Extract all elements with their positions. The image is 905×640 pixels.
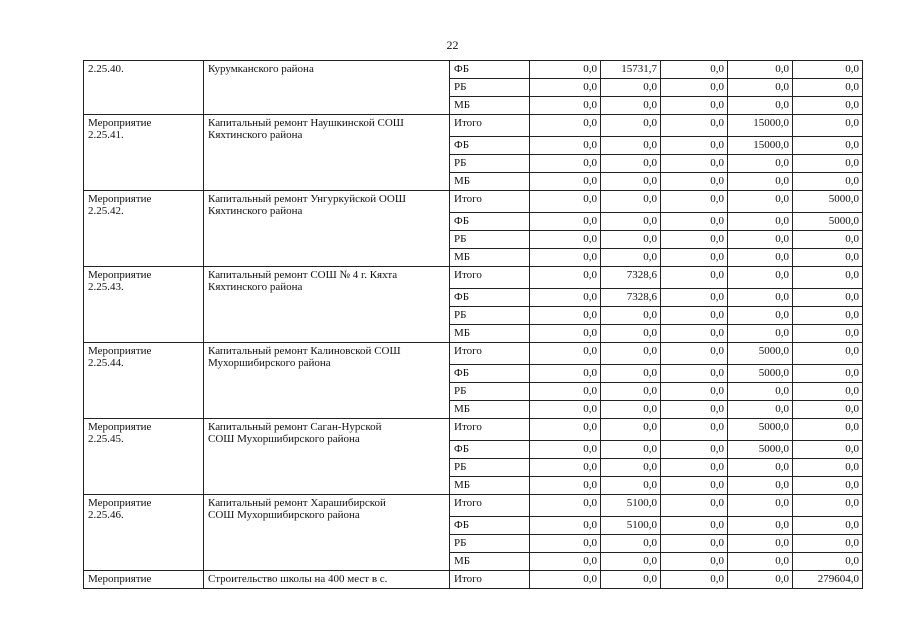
value-cell: 0,0 <box>601 307 661 325</box>
value-cell: 0,0 <box>661 325 728 343</box>
funding-source-cell: МБ <box>450 249 530 267</box>
description-line: Капитальный ремонт Калиновской СОШ <box>208 345 401 357</box>
value-cell: 0,0 <box>601 191 661 213</box>
value-cell: 0,0 <box>793 495 863 517</box>
value-cell: 0,0 <box>530 289 601 307</box>
value-cell: 0,0 <box>601 441 661 459</box>
funding-source-cell: МБ <box>450 553 530 571</box>
value-cell: 0,0 <box>661 61 728 79</box>
value-cell: 0,0 <box>728 61 793 79</box>
description-line: Капитальный ремонт СОШ № 4 г. Кяхта <box>208 269 398 281</box>
funding-source-cell: Итого <box>450 343 530 365</box>
event-cell <box>84 495 204 571</box>
value-cell: 0,0 <box>728 535 793 553</box>
funding-source-cell: МБ <box>450 401 530 419</box>
event-label: 2.25.43. <box>88 281 124 293</box>
value-cell: 0,0 <box>728 325 793 343</box>
description-cell <box>204 267 450 343</box>
value-cell: 0,0 <box>728 571 793 589</box>
value-cell: 0,0 <box>661 365 728 383</box>
event-label: Мероприятие <box>88 345 152 357</box>
description-line: Кяхтинского района <box>208 281 303 293</box>
value-cell: 5000,0 <box>728 441 793 459</box>
value-cell: 0,0 <box>793 553 863 571</box>
value-cell: 0,0 <box>793 343 863 365</box>
table-row <box>84 115 863 137</box>
value-cell: 0,0 <box>661 401 728 419</box>
event-cell <box>84 571 204 589</box>
funding-source-cell: РБ <box>450 79 530 97</box>
description-line: СОШ Мухоршибирского района <box>208 433 360 445</box>
event-label: 2.25.45. <box>88 433 124 445</box>
table-row <box>84 571 863 589</box>
table-row <box>84 495 863 517</box>
value-cell: 0,0 <box>601 383 661 401</box>
value-cell: 0,0 <box>793 419 863 441</box>
event-label: Мероприятие <box>88 193 152 205</box>
value-cell: 7328,6 <box>601 289 661 307</box>
value-cell: 0,0 <box>661 571 728 589</box>
value-cell: 0,0 <box>661 191 728 213</box>
value-cell: 0,0 <box>728 267 793 289</box>
funding-source-cell: Итого <box>450 191 530 213</box>
description-cell <box>204 191 450 267</box>
value-cell: 0,0 <box>601 477 661 495</box>
table-row <box>84 343 863 365</box>
value-cell: 0,0 <box>661 459 728 477</box>
value-cell: 5000,0 <box>728 365 793 383</box>
funding-source-cell: ФБ <box>450 289 530 307</box>
value-cell: 0,0 <box>793 61 863 79</box>
value-cell: 0,0 <box>661 307 728 325</box>
value-cell: 0,0 <box>728 289 793 307</box>
event-cell <box>84 61 204 115</box>
value-cell: 0,0 <box>793 441 863 459</box>
value-cell: 0,0 <box>661 553 728 571</box>
value-cell: 0,0 <box>530 79 601 97</box>
value-cell: 0,0 <box>661 249 728 267</box>
value-cell: 0,0 <box>601 173 661 191</box>
funding-source-cell: ФБ <box>450 61 530 79</box>
value-cell: 0,0 <box>530 419 601 441</box>
value-cell: 0,0 <box>601 115 661 137</box>
funding-source-cell: Итого <box>450 495 530 517</box>
value-cell: 0,0 <box>661 155 728 173</box>
description-line: Капитальный ремонт Харашибирской <box>208 497 386 509</box>
value-cell: 0,0 <box>530 343 601 365</box>
description-line: Курумканского района <box>208 63 314 75</box>
value-cell: 0,0 <box>793 325 863 343</box>
event-label: Мероприятие <box>88 497 152 509</box>
value-cell: 0,0 <box>530 553 601 571</box>
description-cell <box>204 343 450 419</box>
value-cell: 0,0 <box>728 495 793 517</box>
value-cell: 0,0 <box>530 401 601 419</box>
value-cell: 5000,0 <box>728 343 793 365</box>
funding-source-cell: Итого <box>450 267 530 289</box>
description-line: Кяхтинского района <box>208 205 303 217</box>
event-label: Мероприятие <box>88 117 152 129</box>
value-cell: 0,0 <box>601 155 661 173</box>
value-cell: 0,0 <box>530 535 601 553</box>
value-cell: 5000,0 <box>793 213 863 231</box>
description-line: СОШ Мухоршибирского района <box>208 509 360 521</box>
event-cell <box>84 267 204 343</box>
value-cell: 5000,0 <box>793 191 863 213</box>
value-cell: 0,0 <box>728 249 793 267</box>
value-cell: 0,0 <box>601 343 661 365</box>
event-cell <box>84 419 204 495</box>
value-cell: 0,0 <box>793 383 863 401</box>
value-cell: 0,0 <box>793 137 863 155</box>
table-row <box>84 191 863 213</box>
description-cell <box>204 419 450 495</box>
value-cell: 0,0 <box>601 325 661 343</box>
value-cell: 0,0 <box>661 477 728 495</box>
value-cell: 0,0 <box>661 419 728 441</box>
value-cell: 0,0 <box>661 79 728 97</box>
value-cell: 0,0 <box>601 401 661 419</box>
value-cell: 0,0 <box>530 191 601 213</box>
value-cell: 0,0 <box>601 79 661 97</box>
value-cell: 0,0 <box>793 365 863 383</box>
value-cell: 0,0 <box>728 191 793 213</box>
value-cell: 0,0 <box>793 477 863 495</box>
event-label: Мероприятие <box>88 269 152 281</box>
value-cell: 0,0 <box>601 553 661 571</box>
value-cell: 0,0 <box>728 79 793 97</box>
value-cell: 5100,0 <box>601 517 661 535</box>
value-cell: 0,0 <box>530 325 601 343</box>
value-cell: 0,0 <box>601 97 661 115</box>
funding-source-cell: РБ <box>450 535 530 553</box>
value-cell: 0,0 <box>728 213 793 231</box>
value-cell: 0,0 <box>601 213 661 231</box>
value-cell: 0,0 <box>728 231 793 249</box>
description-line: Строительство школы на 400 мест в с. <box>208 573 388 585</box>
value-cell: 0,0 <box>661 231 728 249</box>
funding-source-cell: ФБ <box>450 517 530 535</box>
funding-source-cell: ФБ <box>450 213 530 231</box>
event-cell <box>84 115 204 191</box>
value-cell: 0,0 <box>530 61 601 79</box>
value-cell: 0,0 <box>728 383 793 401</box>
value-cell: 0,0 <box>793 155 863 173</box>
value-cell: 0,0 <box>728 97 793 115</box>
value-cell: 0,0 <box>530 495 601 517</box>
value-cell: 0,0 <box>728 517 793 535</box>
value-cell: 0,0 <box>793 289 863 307</box>
description-cell <box>204 495 450 571</box>
value-cell: 0,0 <box>530 115 601 137</box>
value-cell: 0,0 <box>793 97 863 115</box>
funding-source-cell: МБ <box>450 325 530 343</box>
description-line: Мухоршибирского района <box>208 357 331 369</box>
value-cell: 0,0 <box>661 383 728 401</box>
description-cell <box>204 571 450 589</box>
value-cell: 0,0 <box>661 115 728 137</box>
value-cell: 0,0 <box>530 477 601 495</box>
description-cell <box>204 115 450 191</box>
value-cell: 0,0 <box>530 383 601 401</box>
value-cell: 0,0 <box>793 115 863 137</box>
value-cell: 0,0 <box>601 459 661 477</box>
value-cell: 0,0 <box>793 517 863 535</box>
value-cell: 7328,6 <box>601 267 661 289</box>
value-cell: 0,0 <box>793 401 863 419</box>
value-cell: 0,0 <box>661 267 728 289</box>
event-label: 2.25.40. <box>88 63 124 75</box>
value-cell: 0,0 <box>530 307 601 325</box>
value-cell: 0,0 <box>601 231 661 249</box>
table-body <box>84 61 863 589</box>
funding-source-cell: РБ <box>450 155 530 173</box>
value-cell: 0,0 <box>728 307 793 325</box>
value-cell: 0,0 <box>728 155 793 173</box>
funding-source-cell: РБ <box>450 231 530 249</box>
event-label: 2.25.46. <box>88 509 124 521</box>
value-cell: 0,0 <box>530 459 601 477</box>
event-cell <box>84 343 204 419</box>
event-cell <box>84 191 204 267</box>
value-cell: 0,0 <box>601 137 661 155</box>
description-line: Капитальный ремонт Унгуркуйской ООШ <box>208 193 406 205</box>
funding-source-cell: ФБ <box>450 441 530 459</box>
table-row <box>84 61 863 79</box>
value-cell: 0,0 <box>661 343 728 365</box>
value-cell: 0,0 <box>728 553 793 571</box>
value-cell: 0,0 <box>530 231 601 249</box>
value-cell: 15000,0 <box>728 115 793 137</box>
value-cell: 0,0 <box>793 79 863 97</box>
description-line: Кяхтинского района <box>208 129 303 141</box>
value-cell: 5000,0 <box>728 419 793 441</box>
event-label: Мероприятие <box>88 421 152 433</box>
funding-source-cell: МБ <box>450 97 530 115</box>
value-cell: 0,0 <box>530 365 601 383</box>
value-cell: 0,0 <box>530 441 601 459</box>
funding-source-cell: РБ <box>450 459 530 477</box>
event-label: 2.25.44. <box>88 357 124 369</box>
value-cell: 0,0 <box>601 535 661 553</box>
value-cell: 0,0 <box>530 155 601 173</box>
value-cell: 0,0 <box>601 571 661 589</box>
description-cell <box>204 61 450 115</box>
value-cell: 0,0 <box>530 249 601 267</box>
value-cell: 0,0 <box>530 97 601 115</box>
description-line: Капитальный ремонт Наушкинской СОШ <box>208 117 404 129</box>
value-cell: 279604,0 <box>793 571 863 589</box>
funding-source-cell: МБ <box>450 477 530 495</box>
value-cell: 0,0 <box>661 137 728 155</box>
value-cell: 15731,7 <box>601 61 661 79</box>
value-cell: 0,0 <box>661 97 728 115</box>
funding-source-cell: МБ <box>450 173 530 191</box>
page-number: 22 <box>446 38 459 52</box>
value-cell: 0,0 <box>530 517 601 535</box>
funding-source-cell: ФБ <box>450 365 530 383</box>
value-cell: 0,0 <box>601 419 661 441</box>
value-cell: 0,0 <box>530 571 601 589</box>
value-cell: 0,0 <box>530 137 601 155</box>
value-cell: 0,0 <box>728 173 793 191</box>
value-cell: 0,0 <box>601 249 661 267</box>
value-cell: 0,0 <box>793 231 863 249</box>
value-cell: 0,0 <box>530 267 601 289</box>
budget-table <box>83 60 863 589</box>
funding-source-cell: Итого <box>450 419 530 441</box>
funding-source-cell: РБ <box>450 383 530 401</box>
value-cell: 0,0 <box>793 267 863 289</box>
value-cell: 0,0 <box>793 535 863 553</box>
funding-source-cell: РБ <box>450 307 530 325</box>
value-cell: 0,0 <box>661 173 728 191</box>
event-label: Мероприятие <box>88 573 152 585</box>
value-cell: 0,0 <box>728 477 793 495</box>
value-cell: 0,0 <box>661 441 728 459</box>
value-cell: 5100,0 <box>601 495 661 517</box>
value-cell: 15000,0 <box>728 137 793 155</box>
value-cell: 0,0 <box>728 401 793 419</box>
description-line: Капитальный ремонт Саган-Нурской <box>208 421 382 433</box>
value-cell: 0,0 <box>793 249 863 267</box>
value-cell: 0,0 <box>661 495 728 517</box>
value-cell: 0,0 <box>661 517 728 535</box>
event-label: 2.25.41. <box>88 129 124 141</box>
value-cell: 0,0 <box>793 173 863 191</box>
funding-source-cell: Итого <box>450 115 530 137</box>
value-cell: 0,0 <box>661 535 728 553</box>
value-cell: 0,0 <box>530 173 601 191</box>
funding-source-cell: Итого <box>450 571 530 589</box>
value-cell: 0,0 <box>728 459 793 477</box>
event-label: 2.25.42. <box>88 205 124 217</box>
funding-source-cell: ФБ <box>450 137 530 155</box>
table-row <box>84 419 863 441</box>
value-cell: 0,0 <box>530 213 601 231</box>
value-cell: 0,0 <box>793 307 863 325</box>
value-cell: 0,0 <box>661 213 728 231</box>
table-row <box>84 267 863 289</box>
value-cell: 0,0 <box>661 289 728 307</box>
value-cell: 0,0 <box>793 459 863 477</box>
value-cell: 0,0 <box>601 365 661 383</box>
